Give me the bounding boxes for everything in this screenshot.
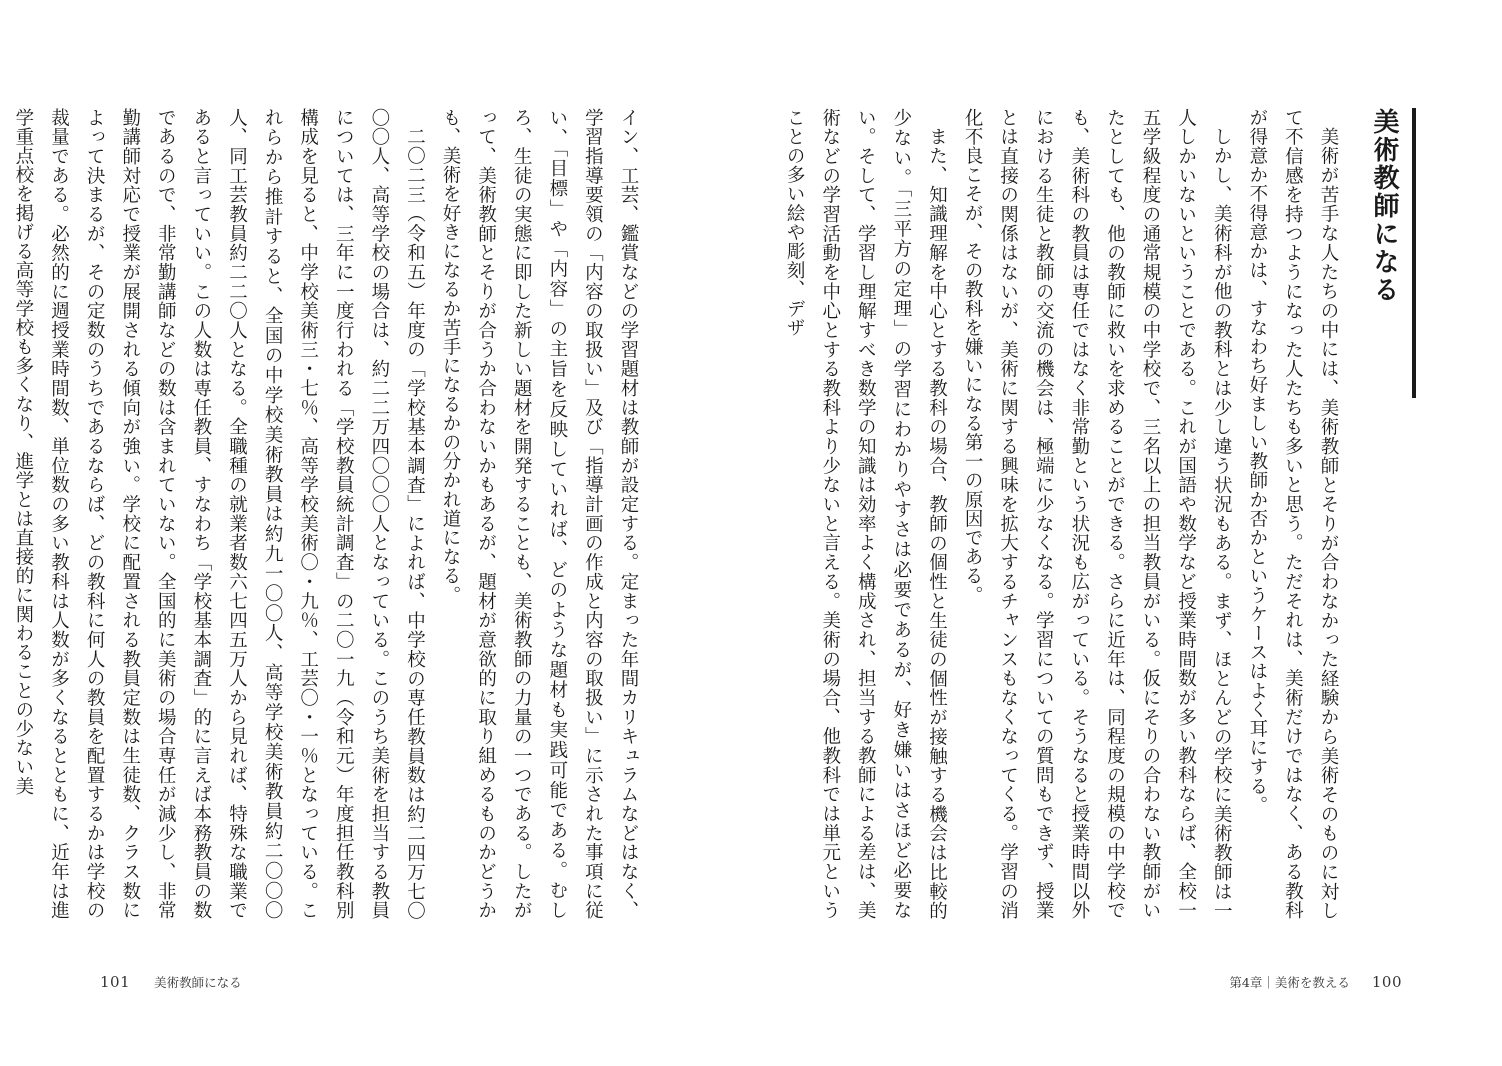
left-page-body <box>12 108 646 920</box>
running-head: 第4章｜美術を教える <box>1229 975 1350 990</box>
right-page <box>751 0 1502 1066</box>
running-head: 美術教師になる <box>154 975 242 990</box>
right-page-footer <box>1229 973 1402 991</box>
page-number: 100 <box>1371 973 1402 991</box>
paragraph: 美術が苦手な人たちの中には、美術教師とそりが合わなかった経験から美術そのものに対して不信感を持つようになった人たちも多いと思う。ただそれは、美術だけではなく、ある教科が得意か不得意かは、すなわち好ましい教師か否かというケースはよく耳にする。 <box>1246 108 1339 920</box>
section-heading: 美術教師になる <box>1364 108 1416 398</box>
page-number: 101 <box>100 973 131 991</box>
paragraph: また、知識理解を中心とする教科の場合、教師の個性と生徒の個性が接触する機会は比較的少ない。「三平方の定理」の学習にわかりやすさは必要であるが、好き嫌いはさほど必要ない。そして、学習し理解すべき数学の知識は効率よく構成され、担当する教師による差は、美術などの学習活動を中心とする教科より少ないと言える。美術の場合、他教科では単元ということの多い絵や彫刻、デザ <box>784 108 948 920</box>
right-page-body <box>784 108 1416 920</box>
left-page-footer <box>100 973 242 991</box>
paragraph: しかし、美術科が他の教科とは少し違う状況もある。まず、ほとんどの学校に美術教師は一人しかいないということである。これが国語や数学など授業時間数が多い教科ならば、全校一五学級程度の通常規模の中学校で、三名以上の担当教員がいる。仮にそりの合わない教師がいたとしても、他の教師に救いを求めることができる。さらに近年は、同程度の規模の中学校でも、美術科の教員は専任ではなく非常勤という状況も広がっている。そうなると授業時間以外における生徒と教師の交流の機会は、極端に少なくなる。学習についての質問もできず、授業とは直接の関係はないが、美術に関する興味を拡大するチャンスもなくなってくる。学習の消化不良こそが、その教科を嫌いになる第一の原因である。 <box>962 108 1233 920</box>
paragraph: 二〇二三（令和五）年度の「学校基本調査」によれば、中学校の専任教員数は約二四万七〇〇〇人、高等学校の場合は、約二二万四〇〇〇人となっている。このうち美術を担当する教員については、三年に一度行われる「学校教員統計調査」の二〇一九（令和元）年度担任教科別構成を見ると、中学校美術三・七％、高等学校美術〇・九％、工芸〇・一％となっている。これらから推計すると、全国の中学校美術教員は約九一〇〇人、高等学校美術教員約二〇〇〇人、同工芸教員約二二〇人となる。全職種の就業者数六七四五万人から見れば、特殊な職業であると言っていい。この人数は専任教員、すなわち「学校基本調査」的に言えば本務教員の数であるので、非常勤講師などの数は含まれていない。全国的に美術の場合専任が減少し、非常勤講師対応で授業が展開される傾向が強い。学校に配置される教員定数は生徒数、クラス数によって決まるが、その定数のうちであるならば、どの教科に何人の教員を配置するかは学校の裁量である。必然的に週授業時間数、単位数の多い教科は人数が多くなるとともに、近年は進学重点校を掲げる高等学校も多くなり、進学とは直接的に関わることの少ない美 <box>12 108 426 920</box>
paragraph: イン、工芸、鑑賞などの学習題材は教師が設定する。定まった年間カリキュラムなどはなく、学習指導要領の「内容の取扱い」及び「指導計画の作成と内容の取扱い」に示された事項に従い、「目標」や「内容」の主旨を反映していれば、どのような題材も実践可能である。むしろ、生徒の実態に即した新しい題材を開発することも、美術教師の力量の一つである。したがって、美術教師とそりが合うか合わないかもあるが、題材が意欲的に取り組めるものかどうかも、美術を好きになるか苦手になるかの分かれ道になる。 <box>440 108 639 920</box>
